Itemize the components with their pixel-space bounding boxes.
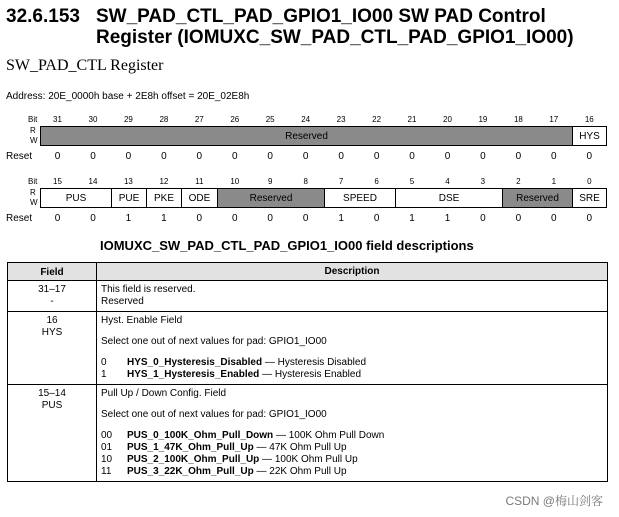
bit-number: 22	[372, 115, 382, 124]
bit-number: 30	[88, 115, 98, 124]
table-row	[8, 385, 608, 482]
field-name: PUS	[41, 400, 63, 411]
option-text: — 22K Ohm Pull Up	[253, 466, 347, 477]
reset-value: 0	[586, 151, 593, 162]
field-cell	[8, 385, 97, 482]
bit-label-lower: Bit	[28, 177, 38, 186]
description-line: This field is reserved.	[101, 284, 196, 295]
bit-number: 19	[478, 115, 488, 124]
reset-value: 0	[409, 151, 415, 162]
option-name: HYS_0_Hysteresis_Disabled	[127, 357, 263, 368]
field-reserved-lower-1: Reserved	[218, 189, 325, 207]
description-line: Select one out of next values for pad: GPIO1_IO00	[101, 409, 327, 420]
field-name: HYS	[41, 327, 63, 338]
description-line: Hyst. Enable Field	[101, 315, 183, 326]
bit-number: 5	[409, 177, 415, 186]
table-row	[8, 281, 608, 312]
reset-value: 0	[267, 213, 273, 224]
reset-value: 0	[161, 151, 167, 162]
option-name: HYS_1_Hysteresis_Enabled	[127, 369, 260, 380]
option-text: — Hysteresis Disabled	[262, 357, 366, 368]
bit-number: 12	[159, 177, 169, 186]
bit-number: 25	[265, 115, 275, 124]
bit-number: 18	[513, 115, 523, 124]
bit-number: 23	[336, 115, 346, 124]
reset-value: 0	[515, 151, 522, 162]
bit-number: 3	[480, 177, 486, 186]
reset-value: 0	[373, 151, 380, 162]
reset-value: 0	[54, 213, 61, 224]
field-name: -	[50, 296, 54, 307]
reset-value: 0	[196, 151, 203, 162]
field-hys: HYS	[573, 127, 607, 145]
watermark: CSDN @梅山剑客	[505, 494, 603, 508]
bit-number: 13	[123, 177, 133, 186]
option-item	[101, 430, 603, 442]
description-cell	[97, 385, 608, 482]
reset-value: 0	[551, 151, 557, 162]
register-address: Address: 20E_0000h base + 2E8h offset = 20E_02E8h	[6, 91, 250, 102]
option-code: 11	[101, 466, 112, 477]
reset-value: 0	[480, 213, 486, 224]
rw-label-lower	[30, 188, 38, 208]
reset-value: 0	[480, 151, 486, 162]
reset-value: 0	[90, 213, 96, 224]
reset-label-upper: Reset	[6, 151, 33, 162]
reset-value: 0	[551, 213, 557, 224]
reset-value: 0	[586, 213, 593, 224]
reset-value: 0	[232, 213, 238, 224]
r-label: R	[30, 188, 36, 197]
bit-number: 0	[587, 177, 592, 186]
option-code: 01	[101, 442, 113, 453]
reset-value: 1	[338, 213, 344, 224]
reset-value: 1	[444, 213, 451, 224]
bit-number: 8	[303, 177, 308, 186]
option-text: — 100K Ohm Pull Down	[273, 430, 385, 441]
register-title-line1: SW_PAD_CTL_PAD_GPIO1_IO00 SW PAD Control	[96, 6, 546, 27]
r-label: R	[30, 126, 36, 135]
field-bits: 15–14	[38, 388, 66, 399]
register-title-line2: Register (IOMUXC_SW_PAD_CTL_PAD_GPIO1_IO00)	[96, 27, 574, 48]
option-item	[101, 466, 603, 478]
reset-value: 1	[125, 213, 132, 224]
bit-number: 2	[516, 177, 521, 186]
reset-value: 0	[515, 213, 522, 224]
bit-number: 9	[267, 177, 273, 186]
bit-number: 4	[445, 177, 450, 186]
option-code: 0	[101, 357, 107, 368]
rw-label-upper	[30, 126, 38, 146]
reset-value: 0	[338, 151, 344, 162]
section-number: 32.6.153	[6, 6, 80, 27]
bit-number: 24	[301, 115, 311, 124]
description-cell	[97, 312, 608, 385]
description-line: Pull Up / Down Config. Field	[101, 388, 227, 399]
bit-number: 31	[53, 115, 62, 124]
reset-value: 0	[90, 151, 96, 162]
w-label: W	[30, 198, 38, 207]
reset-value: 0	[267, 151, 273, 162]
bit-number: 20	[443, 115, 452, 124]
field-reserved-lower-2: Reserved	[503, 189, 573, 207]
bit-number: 27	[194, 115, 204, 124]
bit-number: 1	[551, 177, 557, 186]
option-item	[101, 369, 603, 381]
field-ode: ODE	[182, 189, 218, 207]
bit-number: 14	[88, 177, 98, 186]
option-text: — 100K Ohm Pull Up	[259, 454, 358, 465]
table-row	[8, 312, 608, 385]
bit-number: 21	[407, 115, 417, 124]
option-text: — Hysteresis Enabled	[259, 369, 362, 380]
field-descriptions-table	[7, 262, 608, 482]
field-pus: PUS	[40, 189, 112, 207]
reset-value: 0	[302, 151, 309, 162]
reset-value: 0	[125, 151, 132, 162]
upper-register-row	[40, 126, 607, 146]
description-line: Select one out of next values for pad: GPIO1_IO00	[101, 336, 327, 347]
option-code: 00	[101, 430, 113, 441]
bit-number: 7	[338, 177, 344, 186]
bit-label: Bit	[28, 115, 38, 124]
field-bits: 16	[46, 315, 58, 326]
field-cell	[8, 312, 97, 385]
reset-value: 0	[196, 213, 203, 224]
w-label: W	[30, 136, 38, 145]
option-text: — 47K Ohm Pull Up	[253, 442, 347, 453]
bit-number: 15	[53, 177, 62, 186]
column-header-description: Description	[97, 263, 608, 281]
option-item	[101, 357, 603, 369]
field-bits: 31–17	[38, 284, 66, 295]
option-name: PUS_0_100K_Ohm_Pull_Down	[127, 430, 274, 441]
bit-number: 11	[195, 177, 204, 186]
field-speed: SPEED	[325, 189, 396, 207]
reset-value: 0	[373, 213, 380, 224]
field-table-title: IOMUXC_SW_PAD_CTL_PAD_GPIO1_IO00 field descriptions	[100, 238, 474, 253]
subheading: SW_PAD_CTL Register	[6, 57, 164, 74]
reset-value: 0	[232, 151, 238, 162]
reset-value: 1	[409, 213, 415, 224]
option-name: PUS_3_22K_Ohm_Pull_Up	[127, 466, 254, 477]
bit-number: 28	[159, 115, 169, 124]
description-line: Reserved	[101, 296, 144, 307]
column-header-field: Field	[8, 263, 97, 281]
option-item	[101, 442, 603, 454]
option-item	[101, 454, 603, 466]
field-sre: SRE	[573, 189, 607, 207]
field-pue: PUE	[112, 189, 147, 207]
lower-register-row	[40, 188, 607, 208]
field-dse: DSE	[396, 189, 503, 207]
table-header-row	[8, 263, 608, 281]
option-name: PUS_2_100K_Ohm_Pull_Up	[127, 454, 260, 465]
option-code: 10	[101, 454, 113, 465]
bit-number: 29	[123, 115, 133, 124]
option-code: 1	[101, 369, 107, 380]
bit-number: 16	[584, 115, 594, 124]
bit-number: 10	[230, 177, 240, 186]
reset-value: 0	[444, 151, 451, 162]
reset-value: 0	[302, 213, 309, 224]
field-reserved-upper: Reserved	[40, 127, 573, 145]
field-cell	[8, 281, 97, 312]
reset-value: 1	[161, 213, 167, 224]
reset-value: 0	[54, 151, 61, 162]
bit-number: 26	[230, 115, 240, 124]
description-cell	[97, 281, 608, 312]
bit-number: 6	[374, 177, 379, 186]
option-name: PUS_1_47K_Ohm_Pull_Up	[127, 442, 254, 453]
field-pke: PKE	[147, 189, 182, 207]
bit-number: 17	[549, 115, 559, 124]
reset-label-lower: Reset	[6, 213, 33, 224]
